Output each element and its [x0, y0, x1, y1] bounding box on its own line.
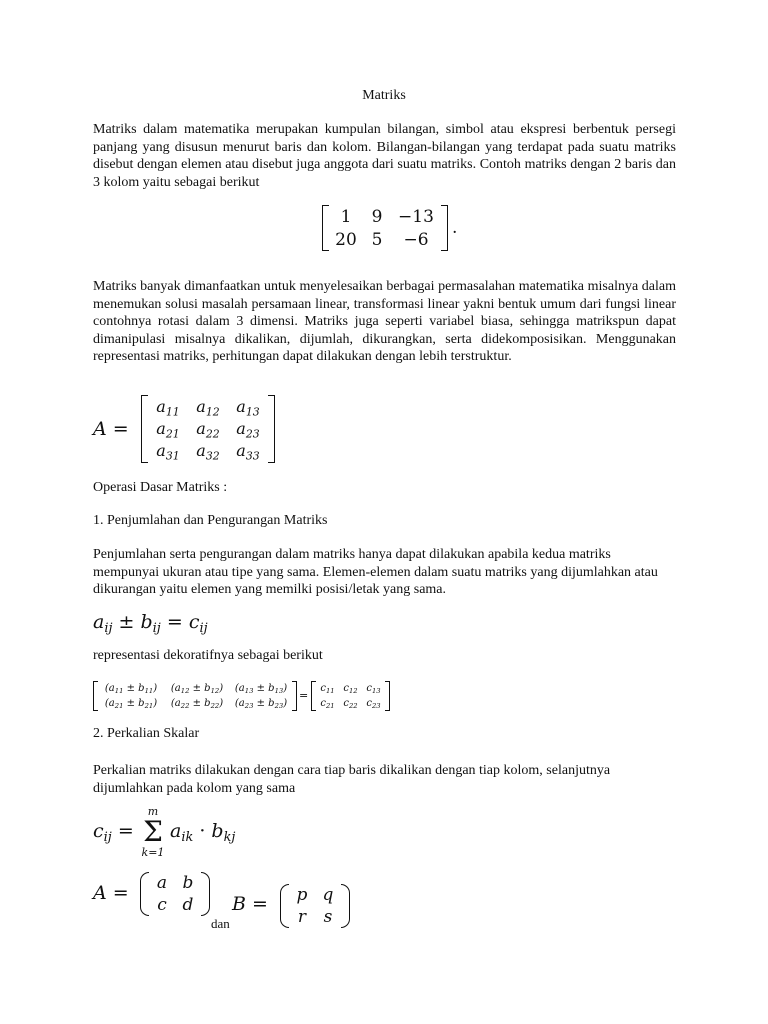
product-formula-rhs — [170, 820, 236, 845]
formula-dot: · — [199, 820, 206, 842]
matrix-cell: $a_{31}$ — [156, 440, 180, 462]
formula-b-sub: ij — [152, 620, 161, 636]
matrix-cell: 5 — [371, 229, 383, 250]
formula-eq: = — [166, 611, 183, 633]
page-title: Matriks — [362, 88, 406, 103]
decorative-caption: representasi dekoratifnya sebagai berikut — [93, 648, 323, 663]
matrix-cell: $(a_{21} \pm b_{21})$ — [104, 698, 158, 711]
product-formula-lhs — [93, 820, 134, 845]
general-matrix-cells — [148, 395, 268, 463]
matrix-cell: $c_{11}$ — [320, 683, 335, 696]
matrix-cell: s — [323, 907, 333, 927]
matrix-a — [140, 872, 210, 916]
dan-label: dan — [211, 916, 230, 931]
matrix-cell: q — [322, 885, 334, 905]
formula-c: c — [188, 611, 200, 633]
matrix-cell: $c_{23}$ — [366, 698, 381, 711]
formula-eq: = — [117, 820, 134, 842]
matrix-cell: −13 — [398, 206, 434, 227]
sum-upper-limit: m — [147, 805, 159, 818]
formula-c-sub: ij — [103, 829, 112, 845]
matrix-cell: a — [156, 873, 168, 893]
matrix-cell: $a_{23}$ — [236, 418, 260, 440]
right-bracket — [385, 681, 390, 711]
decorative-left-matrix — [93, 681, 297, 711]
formula-b: b — [211, 820, 224, 842]
matrix-cell: $a_{22}$ — [196, 418, 220, 440]
matrix-cell: $a_{12}$ — [196, 396, 220, 418]
matrix-cell: $c_{12}$ — [343, 683, 358, 696]
matrix-cell: $c_{21}$ — [320, 698, 335, 711]
trailing-period: . — [452, 218, 458, 238]
matrix-cell: 20 — [335, 229, 357, 250]
matrix-b — [280, 884, 350, 928]
matrix-cell: d — [182, 895, 194, 915]
formula-a: a — [93, 611, 105, 633]
decorative-eq: = — [299, 689, 309, 702]
right-bracket — [441, 205, 448, 251]
matrix-label-text: A = — [93, 418, 129, 440]
usage-paragraph: Matriks banyak dimanfaatkan untuk menyelesaikan berbagai permasalahan matematika misalnya dalam menemukan solusi masalah persamaan linear, transformasi linear yakni bentuk umum dari fungsi linear contohnya rotasi dalam 3 dimensi. Matriks juga seperti variabel biasa, sehingga matrikspun dapat dimanipulasi misalnya dikalikan, dijumlah, dikurangkan, serta didekomposisikan. Menggunakan representasi matriks, perhitungan dapat dilakukan dengan lebih terstruktur. — [93, 279, 676, 364]
matrix-cell: $(a_{23} \pm b_{23})$ — [234, 698, 288, 711]
matrix-cell: −6 — [403, 229, 429, 250]
matrix-cell: $(a_{12} \pm b_{12})$ — [170, 683, 224, 696]
formula-a-sub: ij — [104, 620, 113, 636]
formula-b: b — [140, 611, 153, 633]
left-bracket — [322, 205, 329, 251]
sum-formula — [93, 611, 208, 636]
right-bracket — [268, 395, 275, 463]
section-1-paragraph: Penjumlahan serta pengurangan dalam matriks hanya dapat dilakukan apabila kedua matriks mempunyai ukuran atau tipe yang sama. Elemen-elemen dalam suatu matriks yang dijumlahkan atau dikurangan yaitu elemen yang memilki posisi/letak yang sama. — [93, 547, 658, 597]
matrix-cell: $a_{21}$ — [156, 418, 180, 440]
matrix-cell: $c_{13}$ — [366, 683, 381, 696]
example-matrix-cells — [329, 205, 441, 251]
matrix-b-label: B = — [232, 893, 268, 915]
matrix-cell: 9 — [371, 206, 383, 227]
matrix-cell: c — [157, 895, 167, 915]
matrix-cell: r — [297, 907, 307, 927]
sum-lower-limit: k=1 — [141, 846, 165, 859]
matrix-cell: $a_{32}$ — [196, 440, 220, 462]
right-paren — [341, 884, 350, 928]
decorative-left-cells — [98, 681, 292, 711]
example-matrix — [322, 205, 457, 251]
matrix-b-cells — [289, 884, 341, 928]
operations-heading: Operasi Dasar Matriks : — [93, 480, 228, 495]
formula-c: c — [93, 820, 104, 842]
matrix-cell: $(a_{22} \pm b_{22})$ — [170, 698, 224, 711]
matrix-cell: $c_{22}$ — [343, 698, 358, 711]
intro-paragraph: Matriks dalam matematika merupakan kumpulan bilangan, simbol atau ekspresi berbentuk persegi panjang yang disusun menurut baris dan kolom. Bilangan-bilangan yang terdapat pada suatu matriks disebut dengan elemen atau disebut juga anggota dari suatu matriks. Contoh matriks dengan 2 baris dan 3 kolom yaitu sebagai berikut — [93, 122, 676, 190]
section-2-heading: 2. Perkalian Skalar — [93, 726, 200, 741]
matrix-cell: p — [296, 885, 308, 905]
formula-a-sub: ik — [181, 829, 194, 845]
formula-a: a — [170, 820, 182, 842]
matrix-cell: $(a_{13} \pm b_{13})$ — [234, 683, 288, 696]
right-paren — [201, 872, 210, 916]
left-paren — [140, 872, 149, 916]
sigma-symbol: Σ — [143, 815, 163, 848]
decorative-right-matrix — [311, 681, 390, 711]
matrix-cell: 1 — [340, 206, 352, 227]
general-matrix-label — [93, 418, 129, 440]
matrix-cell: b — [182, 873, 194, 893]
matrix-a-cells — [149, 872, 201, 916]
formula-c-sub: ij — [199, 620, 208, 636]
section-2-paragraph: Perkalian matriks dilakukan dengan cara tiap baris dikalikan dengan tiap kolom, selanjutnya dijumlahkan pada kolom yang sama — [93, 763, 611, 796]
matrix-cell: $a_{33}$ — [236, 440, 260, 462]
formula-op: ± — [118, 611, 135, 633]
matrix-cell: $(a_{11} \pm b_{11})$ — [104, 683, 158, 696]
matrix-cell: $a_{13}$ — [236, 396, 260, 418]
left-bracket — [141, 395, 148, 463]
matrix-cell: $a_{11}$ — [156, 396, 180, 418]
right-bracket — [292, 681, 297, 711]
left-paren — [280, 884, 289, 928]
general-matrix — [141, 395, 275, 463]
formula-b-sub: kj — [223, 829, 236, 845]
sum-operator — [138, 806, 168, 859]
section-1-heading: 1. Penjumlahan dan Pengurangan Matriks — [93, 513, 328, 528]
decorative-right-cells — [316, 681, 385, 711]
matrix-a-label: A = — [93, 882, 129, 904]
